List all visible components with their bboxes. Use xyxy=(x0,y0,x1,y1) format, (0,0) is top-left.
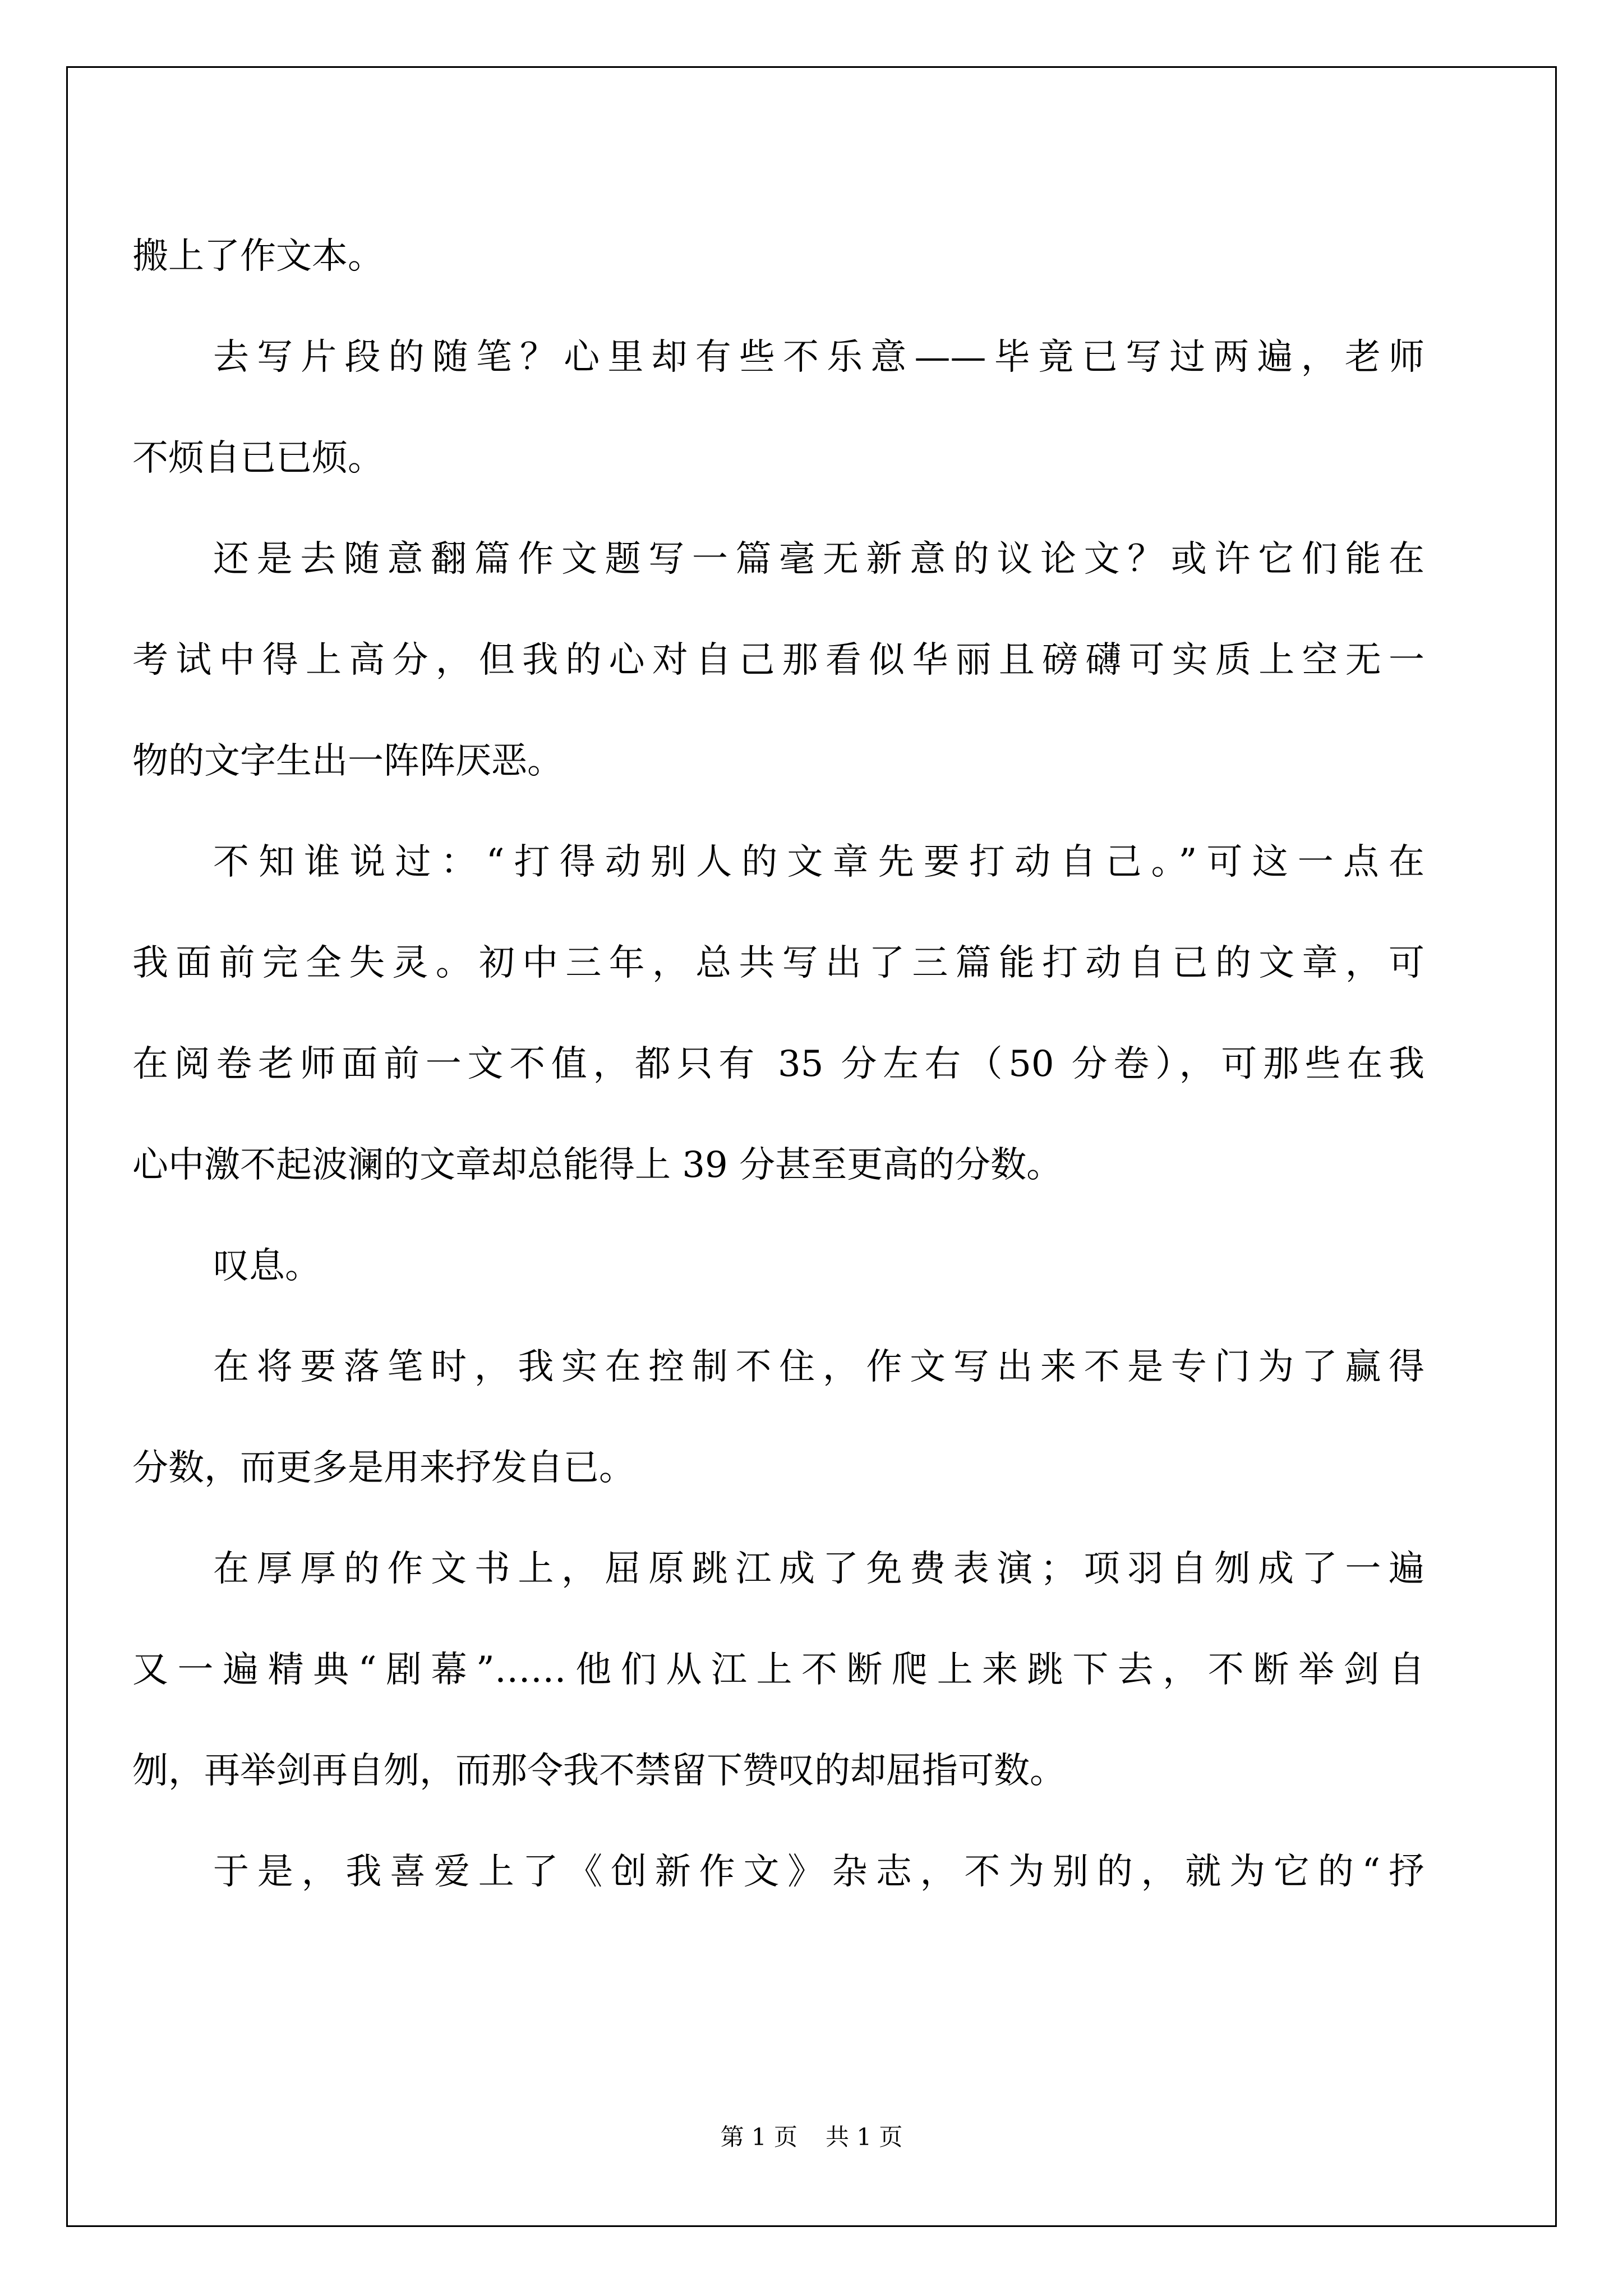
text-line-2: 去写片段的随笔？心里却有些不乐意——毕竟已写过两遍，老师 xyxy=(213,337,1424,378)
text-line-16: 刎，再举剑再自刎，而那令我不禁留下赞叹的却屈指可数。 xyxy=(132,1750,1066,1792)
text-line-5: 考试中得上高分，但我的心对自己那看似华丽且磅礴可实质上空无一 xyxy=(132,639,1424,681)
text-line-13: 分数，而更多是用来抒发自已。 xyxy=(132,1447,635,1489)
text-line-14: 在厚厚的作文书上，屈原跳江成了免费表演；项羽自刎成了一遍 xyxy=(213,1548,1424,1590)
text-line-17: 于是，我喜爱上了《创新作文》杂志，不为别的，就为它的“抒 xyxy=(213,1851,1424,1893)
text-line-12: 在将要落笔时，我实在控制不住，作文写出来不是专门为了赢得 xyxy=(213,1346,1424,1388)
text-line-4: 还是去随意翻篇作文题写一篇毫无新意的议论文？或许它们能在 xyxy=(213,539,1424,580)
page-total: 共 1 页 xyxy=(826,2123,903,2151)
text-line-10: 心中激不起波澜的文章却总能得上 39 分甚至更高的分数。 xyxy=(132,1144,1063,1186)
text-line-7: 不知谁说过：“打得动别人的文章先要打动自己。”可这一点在 xyxy=(213,841,1424,883)
page-number: 第 1 页 xyxy=(720,2123,797,2151)
text-line-11: 叹息。 xyxy=(213,1245,321,1287)
text-line-8: 我面前完全失灵。初中三年，总共写出了三篇能打动自已的文章，可 xyxy=(132,942,1424,984)
text-line-3: 不烦自已已烦。 xyxy=(132,438,384,479)
page-footer xyxy=(0,2120,1623,2154)
text-line-9: 在阅卷老师面前一文不值，都只有 35 分左右（50 分卷），可那些在我 xyxy=(132,1043,1424,1085)
text-line-6: 物的文字生出一阵阵厌恶。 xyxy=(132,740,563,782)
text-line-15: 又一遍精典“剧幕”……他们从江上不断爬上来跳下去，不断举剑自 xyxy=(132,1649,1424,1691)
text-line-1: 搬上了作文本。 xyxy=(132,236,384,277)
